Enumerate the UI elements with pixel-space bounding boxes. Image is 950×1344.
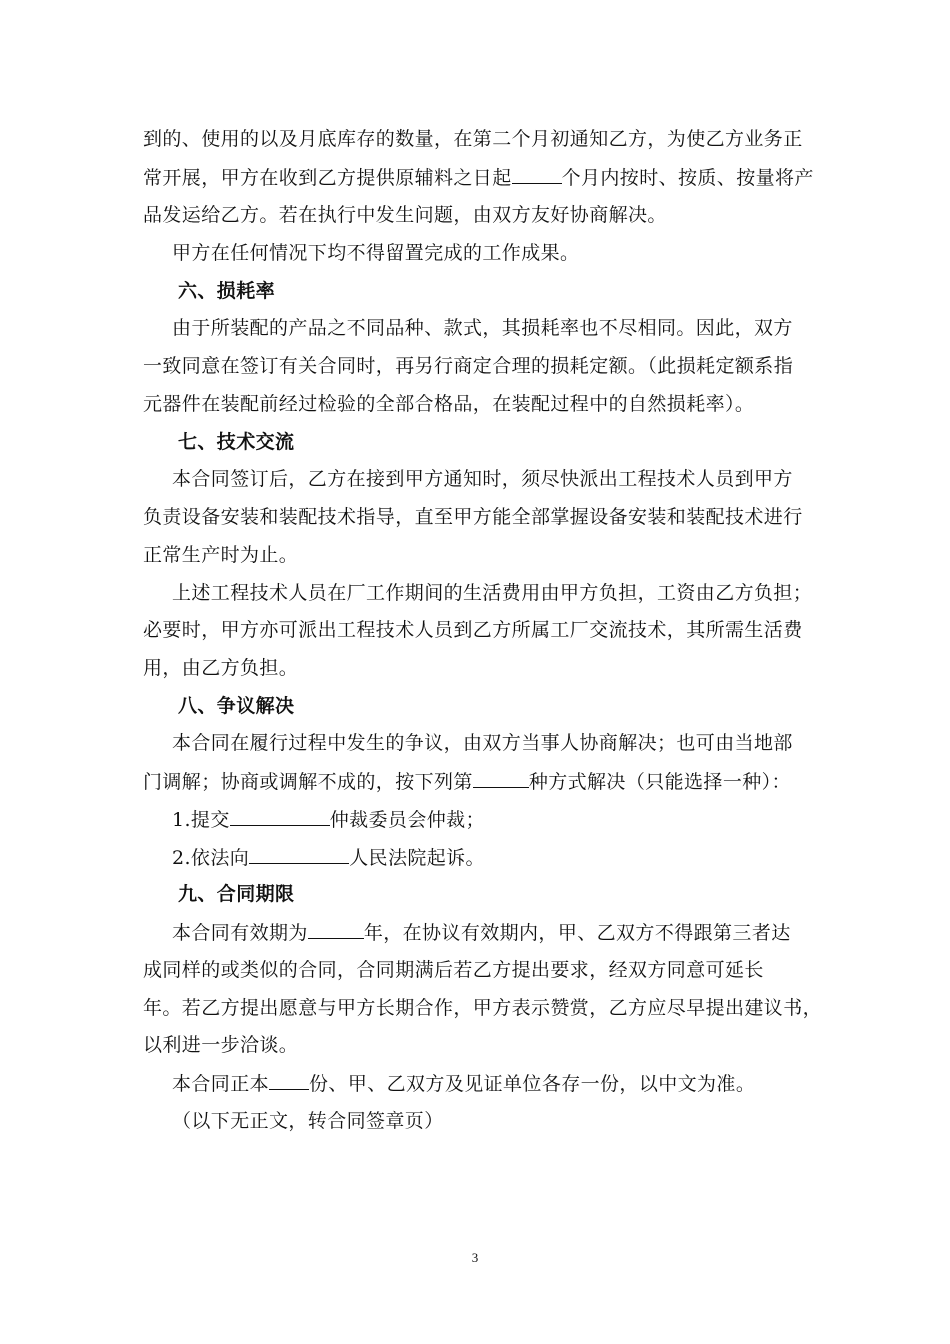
text-line: 正常生产时为止。 bbox=[143, 544, 299, 566]
fill-in-blank bbox=[230, 807, 330, 826]
text-fragment: 份、甲、乙双方及见证单位各存一份，以中文为准。 bbox=[309, 1073, 756, 1095]
fill-in-blank bbox=[269, 1071, 309, 1090]
text-fragment: 门调解；协商或调解不成的，按下列第 bbox=[143, 771, 473, 793]
section-heading: 九、合同期限 bbox=[178, 883, 295, 905]
text-line: 年。若乙方提出愿意与甲方长期合作，甲方表示赞赏，乙方应尽早提出建议书， bbox=[143, 997, 823, 1019]
text-line bbox=[172, 845, 852, 870]
section-heading: 七、技术交流 bbox=[178, 431, 295, 453]
text-line: 甲方在任何情况下均不得留置完成的工作成果。 bbox=[172, 242, 580, 264]
fill-in-blank bbox=[249, 845, 349, 864]
text-fragment: 个月内按时、按质、按量将产 bbox=[561, 167, 814, 189]
text-line: 上述工程技术人员在厂工作期间的生活费用由甲方负担，工资由乙方负担； bbox=[172, 582, 813, 604]
text-fragment: 2.依法向 bbox=[172, 847, 250, 869]
text-line: 必要时，甲方亦可派出工程技术人员到乙方所属工厂交流技术，其所需生活费 bbox=[143, 619, 803, 641]
text-line bbox=[143, 769, 823, 794]
text-fragment: 常开展，甲方在收到乙方提供原辅料之日起 bbox=[143, 167, 512, 189]
section-heading: 八、争议解决 bbox=[178, 695, 295, 717]
text-line: （以下无正文，转合同签章页） bbox=[172, 1110, 444, 1132]
text-fragment: 种方式解决（只能选择一种）： bbox=[528, 771, 791, 793]
text-fragment: 1.提交 bbox=[172, 809, 230, 831]
text-line bbox=[172, 920, 852, 945]
text-line: 元器件在装配前经过检验的全部合格品，在装配过程中的自然损耗率）。 bbox=[143, 393, 755, 415]
text-fragment: 本合同正本 bbox=[172, 1073, 270, 1095]
text-line: 负责设备安装和装配技术指导，直至甲方能全部掌握设备安装和装配技术进行 bbox=[143, 506, 803, 528]
text-fragment: 仲裁委员会仲裁； bbox=[329, 809, 485, 831]
text-line: 本合同在履行过程中发生的争议，由双方当事人协商解决；也可由当地部 bbox=[172, 732, 793, 754]
text-line: 品发运给乙方。若在执行中发生问题，由双方友好协商解决。 bbox=[143, 204, 667, 226]
text-line bbox=[172, 1071, 852, 1096]
fill-in-blank bbox=[473, 769, 529, 788]
text-line: 本合同签订后，乙方在接到甲方通知时，须尽快派出工程技术人员到甲方 bbox=[172, 468, 793, 490]
fill-in-blank bbox=[308, 920, 364, 939]
section-heading: 六、损耗率 bbox=[178, 280, 276, 302]
text-line: 用，由乙方负担。 bbox=[143, 657, 299, 679]
text-line: 成同样的或类似的合同，合同期满后若乙方提出要求，经双方同意可延长 bbox=[143, 959, 764, 981]
page-number: 3 bbox=[471, 1250, 479, 1265]
text-line: 一致同意在签订有关合同时，再另行商定合理的损耗定额。（此损耗定额系指 bbox=[143, 355, 794, 377]
fill-in-blank bbox=[512, 165, 562, 184]
text-line bbox=[143, 165, 823, 190]
text-fragment: 本合同有效期为 bbox=[172, 922, 308, 944]
text-line: 到的、使用的以及月底库存的数量，在第二个月初通知乙方，为使乙方业务正 bbox=[143, 128, 803, 150]
text-fragment: 年，在协议有效期内，甲、乙双方不得跟第三者达 bbox=[363, 922, 791, 944]
text-line: 由于所装配的产品之不同品种、款式，其损耗率也不尽相同。因此，双方 bbox=[172, 317, 793, 339]
text-fragment: 人民法院起诉。 bbox=[349, 847, 485, 869]
text-line: 以利进一步洽谈。 bbox=[143, 1034, 299, 1056]
text-line bbox=[172, 807, 852, 832]
